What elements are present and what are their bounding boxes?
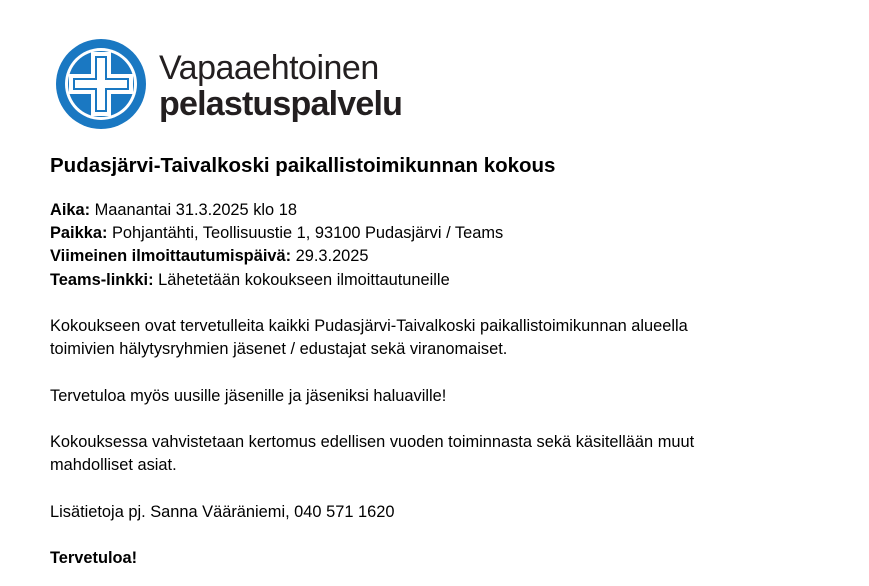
page-title: Pudasjärvi-Taivalkoski paikallistoimikunnan kokous (50, 154, 556, 177)
agenda-paragraph-line1: Kokouksessa vahvistetaan kertomus edellisen vuoden toiminnasta sekä käsitellään muut (50, 432, 695, 451)
place-label: Paikka: (50, 224, 108, 243)
cross-emblem-icon (55, 38, 147, 130)
time-row (50, 199, 850, 222)
time-value: Maanantai 31.3.2025 klo 18 (90, 201, 297, 219)
deadline-value: 29.3.2025 (291, 247, 369, 266)
place-row (50, 222, 850, 245)
teams-row (50, 269, 850, 292)
closing-text: Tervetuloa! (50, 548, 138, 567)
deadline-label: Viimeinen ilmoittautumispäivä: (50, 247, 292, 266)
teams-value: Lähetetään kokoukseen ilmoittautuneille (153, 270, 450, 289)
spacer (50, 408, 850, 431)
logo-text-line2: pelastuspalvelu (159, 85, 403, 123)
spacer (50, 477, 850, 500)
spacer (50, 524, 850, 547)
teams-label: Teams-linkki: (50, 270, 154, 289)
welcome-new-paragraph: Tervetuloa myös uusille jäsenille ja jäseniksi haluaville! (50, 386, 447, 405)
spacer (50, 361, 850, 384)
contact-paragraph: Lisätietoja pj. Sanna Vääräniemi, 040 571 1620 (50, 502, 395, 521)
agenda-paragraph-line2: mahdolliset asiat. (50, 456, 177, 475)
invite-paragraph-line1: Kokoukseen ovat tervetulleita kaikki Pudasjärvi-Taivalkoski paikallistoimikunnan alueella (50, 317, 688, 335)
time-label: Aika: (50, 201, 91, 219)
document-body (50, 199, 850, 570)
closing-paragraph (50, 547, 850, 570)
logo-text-line1: Vapaaehtoinen (159, 49, 379, 87)
spacer (50, 292, 850, 315)
invite-paragraph-line2: toimivien hälytysryhmien jäsenet / edustajat sekä viranomaiset. (50, 340, 508, 359)
place-value: Pohjantähti, Teollisuustie 1, 93100 Pudasjärvi / Teams (107, 224, 504, 243)
deadline-row (50, 245, 850, 268)
organization-logo (55, 38, 415, 134)
